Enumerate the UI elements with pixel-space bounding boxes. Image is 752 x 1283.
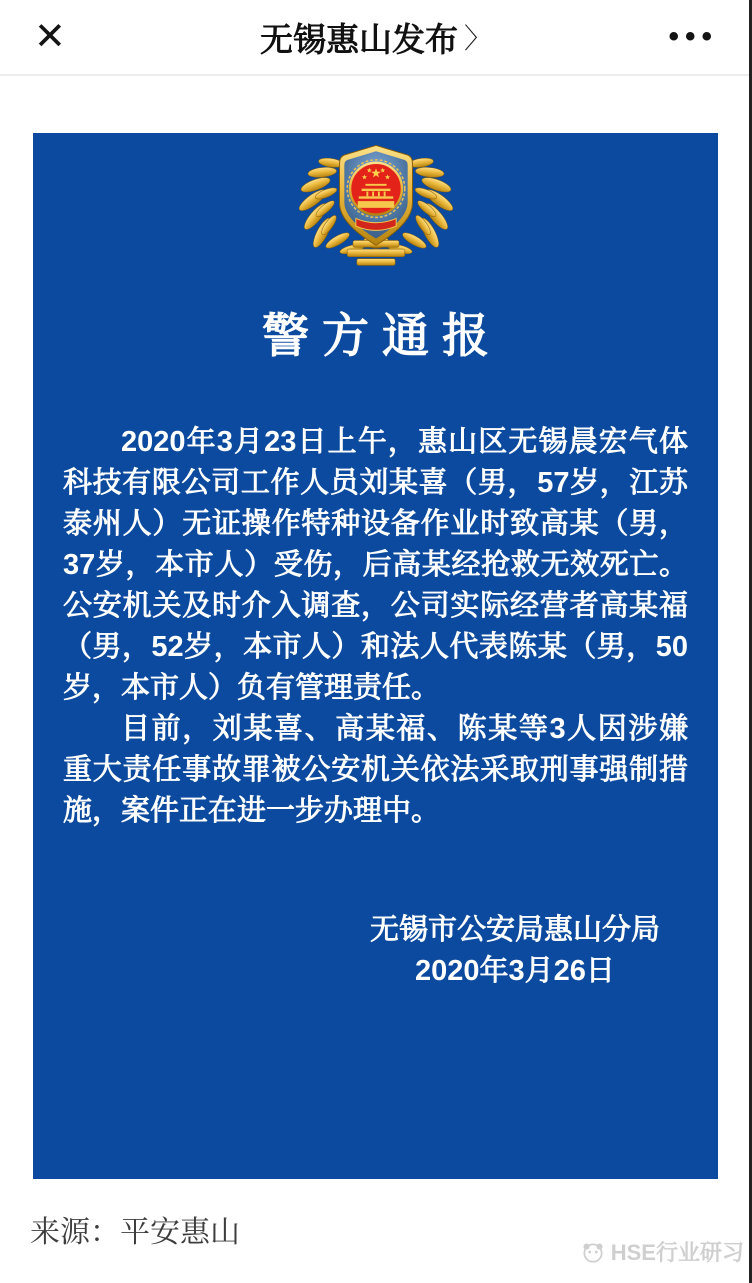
signature-date: 2020年3月26日 xyxy=(415,955,615,987)
watermark-logo-icon xyxy=(580,1239,606,1265)
appbar xyxy=(0,0,752,76)
notice-body xyxy=(33,422,718,832)
notice-paragraph-1: 2020年3月23日上午，惠山区无锡晨宏气体科技有限公司工作人员刘某喜（男，57岁，江苏泰州人）无证操作特种设备作业时致高某（男，37岁，本市人）受伤，后高某经抢救无效死亡。公安机关及时介入调查，公司实际经营者高某福（男，52岁，本市人）和法人代表陈某（男，50岁，本市人）负有管理责任。 xyxy=(63,426,688,704)
chevron-right-icon: 〉 xyxy=(463,23,492,54)
watermark-label: HSE行业研习 xyxy=(610,1240,744,1265)
watermark xyxy=(580,1236,744,1267)
signature-block xyxy=(370,910,660,992)
police-badge-icon xyxy=(299,133,453,275)
close-icon[interactable]: ✕ xyxy=(34,16,66,58)
police-notice-card xyxy=(33,133,718,1179)
signature-issuer: 无锡市公安局惠山分局 xyxy=(369,914,660,946)
notice-paragraph-2: 目前，刘某喜、高某福、陈某等3人因涉嫌重大责任事故罪被公安机关依法采取刑事强制措施，案件正在进一步办理中。 xyxy=(63,713,688,827)
more-icon[interactable]: ••• xyxy=(668,20,718,53)
source-line: 来源：平安惠山 xyxy=(30,1216,240,1249)
notice-title: 警方通报 xyxy=(262,309,502,362)
account-title[interactable] xyxy=(260,14,492,61)
account-title-label: 无锡惠山发布 xyxy=(259,20,458,58)
